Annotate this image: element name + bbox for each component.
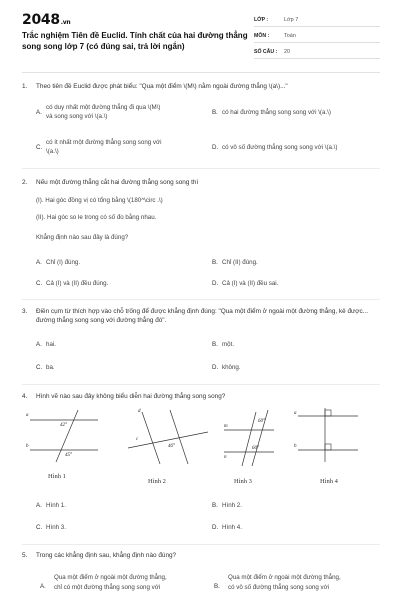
option-text: ba. — [46, 364, 55, 371]
figure-1 — [26, 410, 98, 462]
figure-caption-1: Hình 1 — [48, 473, 66, 480]
fig3-transversal-1 — [242, 412, 256, 466]
site-logo[interactable] — [22, 12, 70, 28]
option-letter: D. — [212, 280, 219, 287]
fig1-angle-2: 45° — [65, 453, 72, 458]
option-letter: C. — [36, 144, 43, 151]
meta-row-class — [254, 14, 380, 27]
option-text: một. — [222, 341, 235, 348]
option-text-cont: có vô số đường thẳng song song với — [228, 584, 330, 591]
option-letter: B. — [212, 259, 218, 266]
option-text: có hai đường thẳng song song với \(a.\) — [222, 109, 331, 116]
fig2-label-d: d — [138, 409, 141, 414]
option-text: có duy nhất một đường thẳng đi qua \(M\) — [46, 104, 161, 111]
question-text: Trong các khẳng định sau, khẳng định nào đúng? — [36, 552, 177, 559]
question-number: 3. — [22, 308, 28, 315]
statement-2: (II). Hai góc so le trong có số đo bằng nhau. — [36, 214, 157, 221]
fig3-label-n: n — [224, 455, 227, 460]
option-letter: A. — [36, 341, 42, 348]
figure-caption-2: Hình 2 — [148, 478, 166, 485]
logo-suffix: .vn — [60, 19, 71, 26]
meta-key: SỐ CÂU : — [254, 49, 278, 55]
figure-caption-3: Hình 3 — [234, 478, 252, 485]
option-letter: A. — [36, 259, 42, 266]
fig4-right-angle-1 — [325, 410, 331, 416]
option-letter: A. — [36, 502, 42, 509]
question-separator — [22, 168, 380, 169]
option-text: không. — [222, 364, 241, 371]
option-text: Hình 1. — [46, 502, 66, 509]
question-separator — [22, 544, 380, 545]
header-divider — [22, 72, 380, 73]
meta-row-count — [254, 46, 380, 59]
option-text: Cả (I) và (II) đều sai. — [222, 280, 279, 287]
option-letter: B. — [214, 583, 220, 590]
option-letter: D. — [212, 364, 219, 371]
fig2-angle: 46° — [168, 444, 175, 449]
option-text: Qua một điểm ở ngoài một đường thẳng, — [228, 574, 341, 581]
meta-key: LỚP : — [254, 17, 269, 23]
worksheet-title: Trắc nghiệm Tiên đề Euclid. Tính chất của hai đường thẳng song song lớp 7 (có đúng sai, trả lời ngắn) — [22, 31, 248, 51]
question-number: 1. — [22, 83, 28, 90]
option-letter: B. — [212, 502, 218, 509]
option-text-cont: chỉ có một đường thẳng song song với — [54, 584, 161, 591]
figure-3 — [224, 410, 274, 466]
fig4-label-a: a — [294, 411, 297, 416]
option-text: Chỉ (I) đúng. — [46, 259, 81, 266]
meta-key: MÔN : — [254, 33, 270, 39]
meta-table — [254, 14, 380, 62]
option-text: Chỉ (II) đúng. — [222, 259, 258, 266]
fig3-label-m: m — [224, 424, 228, 429]
question-separator — [22, 384, 380, 385]
option-letter: C. — [36, 280, 43, 287]
fig1-label-a: a — [26, 413, 29, 418]
option-letter: C. — [36, 524, 43, 531]
question-text: Nếu một đường thẳng cắt hai đường thẳng song song thì — [36, 179, 199, 186]
option-text: có vô số đường thẳng song song với \(a.\) — [222, 144, 338, 151]
question-separator — [22, 299, 380, 300]
fig4-label-b: b — [294, 444, 297, 449]
statement-1: (I). Hai góc đồng vị có tổng bằng \(180^\circ .\) — [36, 197, 163, 204]
fig3-angle-1: 60° — [258, 419, 265, 424]
fig2-line-c — [170, 410, 188, 464]
logo-text: 2048 — [22, 12, 60, 28]
question-text: Điền cụm từ thích hợp vào chỗ trống để được khẳng định đúng: "Qua một điểm ở ngoài một đường thẳng, kẻ được... đường thẳng song song với đường thẳng đó". — [36, 308, 368, 324]
question-number: 5. — [22, 552, 28, 559]
option-letter: D. — [212, 144, 219, 151]
figure-4 — [294, 408, 358, 462]
option-text-cont: \(a.\) — [46, 148, 59, 155]
option-text: hai. — [46, 341, 56, 348]
option-text: có ít nhất một đường thẳng song song với — [46, 139, 162, 146]
option-text: Hình 2. — [222, 502, 242, 509]
question-number: 4. — [22, 393, 28, 400]
figures-illustration — [20, 406, 380, 468]
fig4-right-angle-2 — [325, 444, 331, 450]
option-text-cont: và song song với \(a.\) — [46, 113, 108, 120]
figure-2 — [128, 409, 208, 464]
question-text: Theo tiên đề Euclid được phát biểu: "Qua một điểm \(M\) nằm ngoài đường thẳng \(a\)..." — [36, 83, 288, 90]
question-text: Hình vẽ nào sau đây không biểu diễn hai đường thẳng song song? — [36, 393, 226, 400]
option-letter: D. — [212, 524, 219, 531]
figure-caption-4: Hình 4 — [320, 478, 338, 485]
option-text: Hình 4. — [222, 524, 242, 531]
fig1-angle-1: 42° — [60, 423, 67, 428]
fig2-line-d — [142, 412, 160, 464]
fig3-angle-2: 60° — [252, 446, 259, 451]
fig1-label-b: b — [26, 444, 29, 449]
worksheet-header — [0, 0, 400, 70]
option-letter: B. — [212, 109, 218, 116]
fig2-label-c: c — [136, 437, 139, 442]
meta-value: Lớp 7 — [284, 17, 299, 23]
question-prompt: Khẳng định nào sau đây là đúng? — [36, 234, 129, 241]
option-text: Cả (I) và (II) đều đúng. — [46, 280, 109, 287]
option-letter: B. — [212, 341, 218, 348]
meta-value: Toán — [284, 33, 296, 39]
option-letter: A. — [36, 109, 42, 116]
meta-row-subject — [254, 30, 380, 43]
option-letter: A. — [40, 583, 46, 590]
option-letter: C. — [36, 364, 43, 371]
meta-value: 20 — [284, 49, 291, 55]
option-text: Qua một điểm ở ngoài một đường thẳng, — [54, 574, 167, 581]
question-number: 2. — [22, 179, 28, 186]
option-text: Hình 3. — [46, 524, 66, 531]
